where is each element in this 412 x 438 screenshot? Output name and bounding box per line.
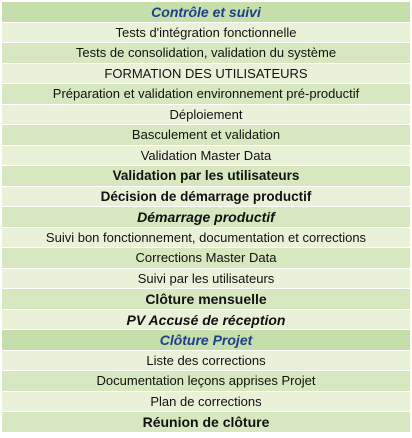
- row-demarrage-productif: Démarrage productif: [2, 207, 410, 228]
- row-pv-accuse: PV Accusé de réception: [2, 310, 410, 331]
- section-header-cloture-projet: Clôture Projet: [2, 330, 410, 351]
- row-tests-integration: Tests d'intégration fonctionnelle: [2, 23, 410, 44]
- section-header-controle-suivi: Contrôle et suivi: [2, 2, 410, 23]
- row-preparation-environnement: Préparation et validation environnement pré-productif: [2, 84, 410, 105]
- row-basculement: Basculement et validation: [2, 125, 410, 146]
- row-reunion-cloture: Réunion de clôture: [2, 412, 410, 433]
- row-plan-corrections: Plan de corrections: [2, 392, 410, 413]
- project-phase-table: [2, 2, 410, 433]
- row-validation-utilisateurs: Validation par les utilisateurs: [2, 166, 410, 187]
- row-corrections-master-data: Corrections Master Data: [2, 248, 410, 269]
- row-documentation-lecons: Documentation leçons apprises Projet: [2, 371, 410, 392]
- row-suivi-utilisateurs: Suivi par les utilisateurs: [2, 269, 410, 290]
- row-cloture-mensuelle: Clôture mensuelle: [2, 289, 410, 310]
- row-deploiement: Déploiement: [2, 105, 410, 126]
- row-decision-demarrage: Décision de démarrage productif: [2, 187, 410, 208]
- row-validation-master-data: Validation Master Data: [2, 146, 410, 167]
- row-suivi-fonctionnement: Suivi bon fonctionnement, documentation et corrections: [2, 228, 410, 249]
- row-liste-corrections: Liste des corrections: [2, 351, 410, 372]
- row-tests-consolidation: Tests de consolidation, validation du système: [2, 43, 410, 64]
- row-formation-utilisateurs: FORMATION DES UTILISATEURS: [2, 64, 410, 85]
